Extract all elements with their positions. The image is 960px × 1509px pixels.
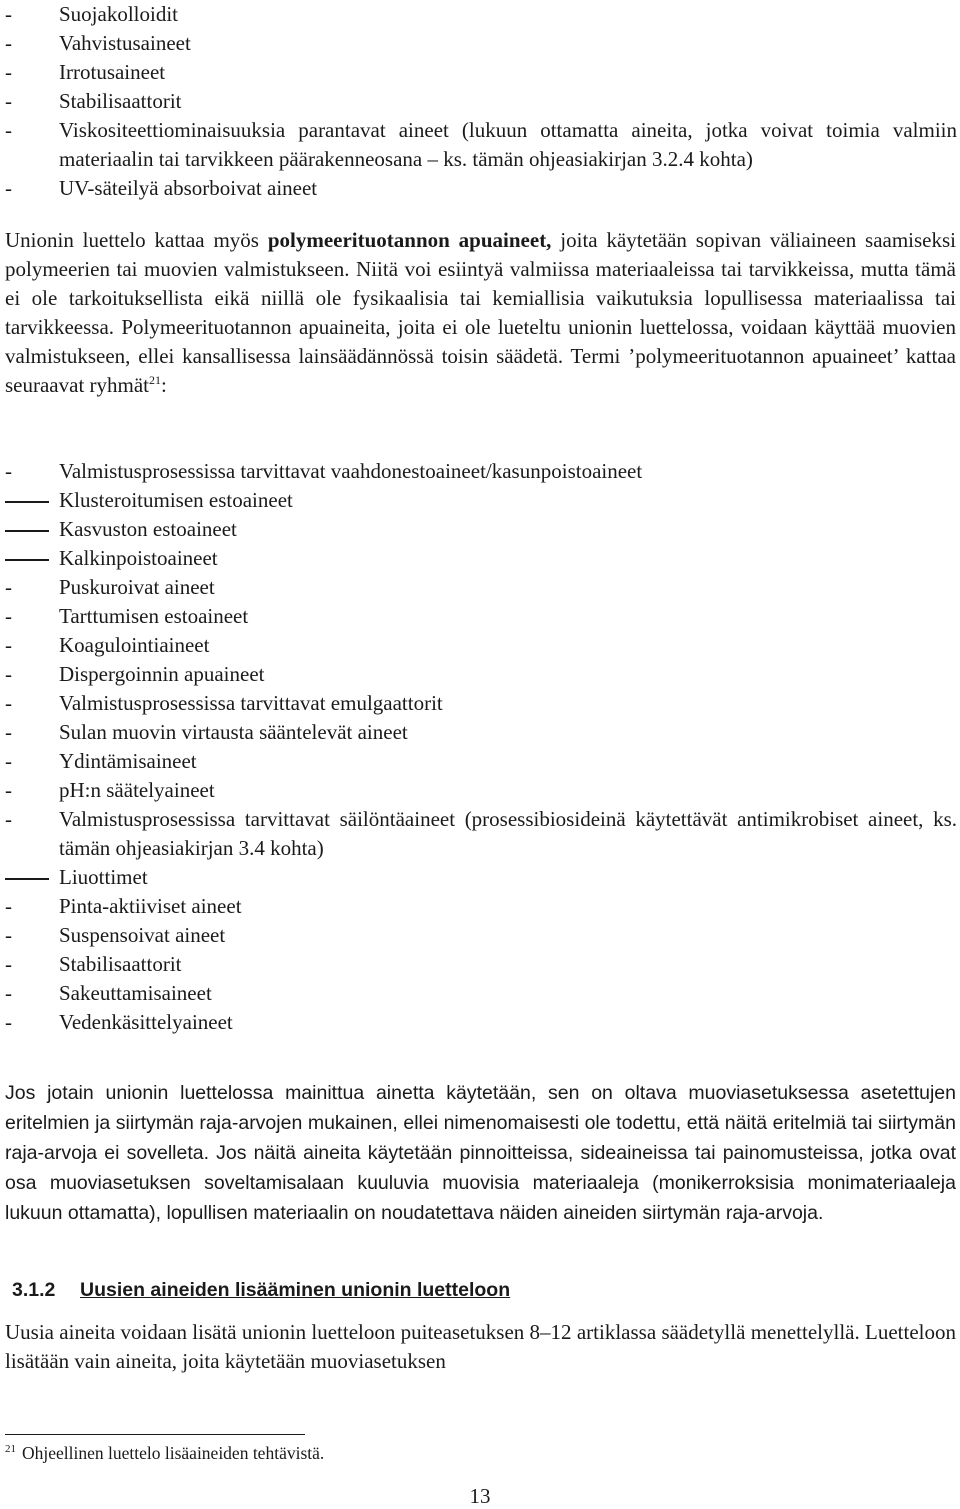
processing-aid-item bbox=[5, 805, 957, 863]
processing-aid-item bbox=[5, 602, 957, 631]
additive-list bbox=[5, 0, 957, 203]
list-bullet: - bbox=[5, 662, 12, 686]
section-number: 3.1.2 bbox=[12, 1279, 56, 1301]
para-text-start: Unionin luettelo kattaa myös bbox=[5, 228, 268, 252]
processing-aid-item bbox=[5, 486, 957, 515]
list-bullet: - bbox=[5, 923, 12, 947]
processing-aid-item-text: Valmistusprosessissa tarvittavat emulgaattorit bbox=[59, 691, 443, 715]
list-bullet: - bbox=[5, 720, 12, 744]
list-bullet: - bbox=[5, 1010, 12, 1034]
list-bullet: - bbox=[5, 981, 12, 1005]
paragraph-new-substances: Uusia aineita voidaan lisätä unionin luetteloon puiteasetuksen 8–12 artiklassa säädetyllä menettelyllä. Luetteloon lisätään vain aineita, joita käytetään muoviasetuksen bbox=[5, 1320, 956, 1373]
list-bullet: - bbox=[5, 633, 12, 657]
processing-aid-item-text: Pinta-aktiiviset aineet bbox=[59, 894, 242, 918]
footnote-text: Ohjeellinen luettelo lisäaineiden tehtävistä. bbox=[22, 1443, 325, 1463]
processing-aid-item-text: Tarttumisen estoaineet bbox=[59, 604, 249, 628]
para-text-rest: Niitä voi esiintyä valmiissa materiaaleissa tai tarvikkeissa, mutta tämä ei ole tarkoituksellista eikä niillä ole fysikaalisia tai kemiallisia vaikutuksia lopullisessa materiaalissa tai tarvikkeessa. Polymeerituotannon apuaineita, joita ei ole lueteltu unionin luettelossa, voidaan käyttää muovien valmistukseen, ellei kansallisessa lainsäädännössä toisin säädetä. Termi ’polymeerituotannon apuaineet’ kattaa seuraavat ryhmät bbox=[5, 257, 956, 397]
list-bullet: - bbox=[5, 176, 12, 200]
processing-aid-item bbox=[5, 689, 957, 718]
section-title: Uusien aineiden lisääminen unionin luetteloon bbox=[80, 1279, 511, 1301]
processing-aid-item bbox=[5, 921, 957, 950]
paragraph-specifications: Jos jotain unionin luettelossa mainittua ainetta käytetään, sen on oltava muoviasetuksessa asetettujen eritelmien ja siirtymän raja-arvojen mukainen, ellei nimenomaisesti ole todettu, että näitä eritelmiä tai siirtymän raja-arvoja ei sovelleta. Jos näitä aineita käytetään pinnoitteissa, sideaineissa tai painomusteissa, jotka ovat osa muoviasetuksen soveltamisalaan kuuluvia muovisia materiaaleja (monikerroksisia monimateriaaleja lukuun ottamatta), lopullisen materiaalin on noudatettava näiden aineiden siirtymän raja-arvoja. bbox=[5, 1082, 956, 1224]
processing-aid-item bbox=[5, 457, 957, 486]
processing-aid-item-text: Liuottimet bbox=[59, 865, 148, 889]
processing-aid-item-text: Valmistusprosessissa tarvittavat vaahdonestoaineet/kasunpoistoaineet bbox=[59, 459, 643, 483]
processing-aid-item bbox=[5, 718, 957, 747]
additive-list-item bbox=[5, 174, 957, 203]
additive-list-item bbox=[5, 58, 957, 87]
list-bullet: - bbox=[5, 749, 12, 773]
processing-aid-item bbox=[5, 776, 957, 805]
additive-list-item-text: Irrotusaineet bbox=[59, 60, 166, 84]
processing-aid-item-text: Vedenkäsittelyaineet bbox=[59, 1010, 233, 1034]
processing-aid-groups-list bbox=[5, 457, 957, 1037]
list-bullet: - bbox=[5, 459, 12, 483]
additive-list-item bbox=[5, 87, 957, 116]
list-bullet: - bbox=[5, 60, 12, 84]
processing-aid-item-text: Sakeuttamisaineet bbox=[59, 981, 212, 1005]
processing-aid-item-text: Dispergoinnin apuaineet bbox=[59, 662, 265, 686]
page-number: 13 bbox=[469, 1484, 491, 1508]
processing-aid-item-text: Valmistusprosessissa tarvittavat säilöntäaineet (prosessibiosideinä käytettävät antimikrobiset aineet, ks. tämän ohjeasiakirjan 3.4 kohta) bbox=[59, 807, 957, 860]
footnote-reference[interactable]: 21 bbox=[149, 373, 162, 387]
processing-aid-item-text: Suspensoivat aineet bbox=[59, 923, 226, 947]
processing-aid-item-text: Kalkinpoistoaineet bbox=[59, 546, 218, 570]
processing-aid-item bbox=[5, 660, 957, 689]
additive-list-item bbox=[5, 29, 957, 58]
list-bullet: - bbox=[5, 31, 12, 55]
processing-aid-item bbox=[5, 747, 957, 776]
footnote-marker: 21 bbox=[5, 1443, 16, 1456]
list-bullet: - bbox=[5, 894, 12, 918]
footnote-separator bbox=[5, 1434, 305, 1435]
processing-aid-item bbox=[5, 950, 957, 979]
list-bullet: - bbox=[5, 604, 12, 628]
list-bullet: - bbox=[5, 89, 12, 113]
processing-aid-item bbox=[5, 573, 957, 602]
additive-list-item-text: UV-säteilyä absorboivat aineet bbox=[59, 176, 318, 200]
additive-list-item bbox=[5, 0, 957, 29]
list-bullet: - bbox=[5, 118, 12, 142]
additive-list-item-text: Viskositeettiominaisuuksia parantavat aineet (lukuun ottamatta aineita, jotka voivat toimia valmiin materiaalin tai tarvikkeen päärakenneosana – ks. tämän ohjeasiakirjan 3.2.4 kohta) bbox=[59, 118, 957, 171]
processing-aid-item-text: Klusteroitumisen estoaineet bbox=[59, 488, 293, 512]
processing-aid-item-text: Sulan muovin virtausta sääntelevät aineet bbox=[59, 720, 408, 744]
list-bullet: - bbox=[5, 575, 12, 599]
list-bullet: - bbox=[5, 952, 12, 976]
processing-aid-item-text: pH:n säätelyaineet bbox=[59, 778, 215, 802]
processing-aid-item bbox=[5, 1008, 957, 1037]
list-bullet: - bbox=[5, 778, 12, 802]
processing-aid-item-text: Koagulointiaineet bbox=[59, 633, 210, 657]
para-text-continued: joita käytetään sopivan väliaineen saamiseksi polymeerien tai muovien valmistukseen. bbox=[5, 228, 957, 281]
processing-aid-item-text: Puskuroivat aineet bbox=[59, 575, 215, 599]
list-bullet: - bbox=[5, 691, 12, 715]
processing-aid-item-text: Stabilisaattorit bbox=[59, 952, 182, 976]
para-bold-term: polymeerituotannon apuaineet, bbox=[267, 228, 552, 252]
paragraph-processing-aids bbox=[5, 226, 956, 400]
section-heading bbox=[12, 1276, 510, 1304]
list-bullet: - bbox=[5, 2, 12, 26]
processing-aid-item bbox=[5, 892, 957, 921]
processing-aid-item bbox=[5, 515, 957, 544]
additive-list-item-text: Vahvistusaineet bbox=[59, 31, 191, 55]
processing-aid-item-text: Kasvuston estoaineet bbox=[59, 517, 237, 541]
processing-aid-item bbox=[5, 863, 957, 892]
list-bullet: - bbox=[5, 807, 12, 831]
processing-aid-item bbox=[5, 544, 957, 573]
para-text-end: : bbox=[161, 373, 167, 397]
additive-list-item-text: Suojakolloidit bbox=[59, 2, 179, 26]
footnote bbox=[5, 1441, 324, 1465]
additive-list-item bbox=[5, 116, 957, 174]
processing-aid-item bbox=[5, 631, 957, 660]
processing-aid-item bbox=[5, 979, 957, 1008]
additive-list-item-text: Stabilisaattorit bbox=[59, 89, 182, 113]
processing-aid-item-text: Ydintämisaineet bbox=[59, 749, 197, 773]
